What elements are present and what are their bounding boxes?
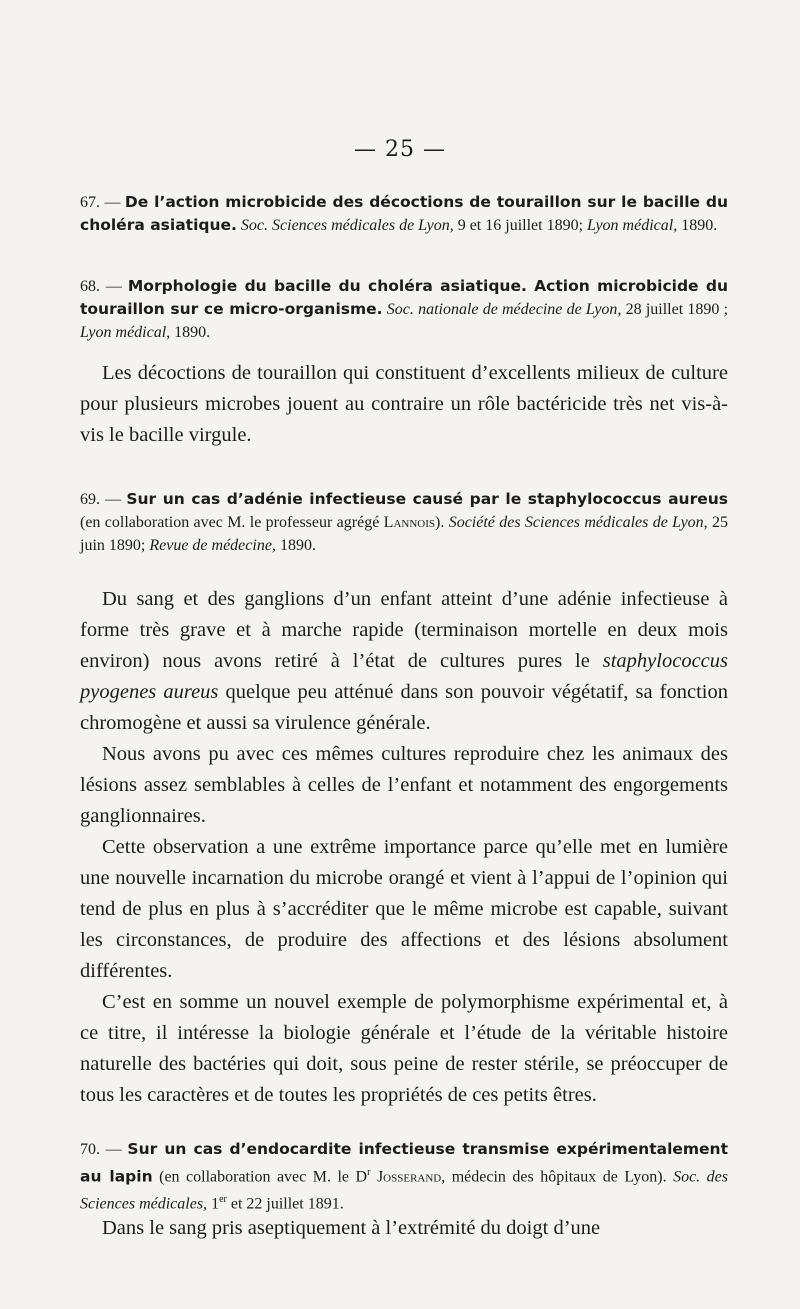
paragraph-text: Les décoctions de touraillon qui constituent d’excellents milieux de culture pour plusieurs microbes jouent au contraire un rôle bactéricide très net vis-à-vis le bacille virgule. <box>80 362 728 446</box>
entry-source: Soc. nationale de médecine de Lyon, <box>386 301 622 318</box>
entry-source: Soc. Sciences médicales de Lyon, <box>240 217 454 234</box>
entry-journal: Lyon médical, <box>80 324 171 341</box>
entry-dates: 9 et 16 juillet 1890; <box>457 217 584 234</box>
page-number: — 25 — <box>354 137 446 162</box>
entry-title: Sur un cas d’adénie infectieuse causé par le staphylococcus aureus <box>126 490 729 508</box>
entry-journal: Lyon médical, <box>587 217 678 234</box>
abstract-paragraph: C’est en somme un nouvel exemple de polymorphisme expérimental et, à ce titre, il intéresse la biologie générale et l’étude de la véritable histoire naturelle des bactéries qui doit, sous peine de rester stérile, se préoccuper de tous les caractères et de toutes les propriétés de ces petits êtres. <box>80 991 728 1106</box>
bibliography-entry-67 <box>80 191 728 237</box>
abstract-section-69 <box>80 584 728 1111</box>
entry-number: 70. — <box>80 1141 122 1158</box>
collaborator-name: Lannois <box>383 514 436 531</box>
entry-source: Soc. des Sciences médicales, <box>80 1168 729 1213</box>
entry-title: Sur un cas d’endocardite infectieuse transmise expérimentalement au lapin <box>80 1140 728 1186</box>
entry-number: 69. — <box>80 491 122 508</box>
bibliography-entry-70: 70. — Sur un cas d’endocardite infectieuse transmise expérimentalement au lapin (en collaboration avec M. le $D^r$ Josserand, médecin des hôpitaux de Lyon). Soc. des Sciences médicales, 1er et 22 juillet 1891. <box>80 1140 729 1213</box>
abstract-paragraph: Nous avons pu avec ces mêmes cultures reproduire chez les animaux des lésions assez semblables à celles de l’enfant et notamment des engorgements ganglionnaires. <box>80 743 728 827</box>
entry-journal: Revue de médecine, <box>149 537 276 554</box>
abstract-paragraph: Cette observation a une extrême importance parce qu’elle met en lumière une nouvelle incarnation du microbe orangé et vient à l’appui de l’opinion qui tend de plus en plus à s’accréditer que le même microbe est capable, suivant les circonstances, de produire des affections et des lésions absolument différentes. <box>80 836 728 982</box>
entry-title: Morphologie du bacille du choléra asiatique. Action microbicide du touraillon sur ce micro-organisme. <box>80 277 729 318</box>
entry-number: 67. — <box>80 194 121 211</box>
entry-dates: 28 juillet 1890 ; <box>625 301 729 318</box>
entry-year: 1890. <box>174 324 211 341</box>
paragraph-text: Dans le sang pris aseptiquement à l’extrémité du doigt d’une <box>102 1217 601 1239</box>
entry-year: 1890. <box>681 217 718 234</box>
entry-date-day: 1 <box>211 1195 220 1213</box>
bibliography-entry-68 <box>80 275 728 344</box>
entry-source: Société des Sciences médicales de Lyon, <box>448 514 708 531</box>
species-name: staphylococcus pyogenes aureus <box>80 650 728 703</box>
entry-dates: et 22 juillet 1891. <box>230 1195 344 1213</box>
abstract-paragraph: Du sang et des ganglions d’un enfant atteint d’une adénie infectieuse à forme très grave et à marche rapide (terminaison mortelle en deux mois environ) nous avons retiré à l’état de cultures pures le staphylococcus pyogenes aureus quelque peu atténué dans son pouvoir végétatif, sa fonction chromogène et aussi sa virulence générale. <box>80 588 728 734</box>
entry-collaboration: (en collaboration avec M. le professeur agrégé <box>80 514 380 531</box>
abstract-paragraph-70 <box>80 1213 728 1244</box>
entry-collaboration: (en collaboration avec M. le D <box>159 1168 368 1186</box>
collaborator-name: Josserand <box>376 1168 442 1186</box>
entry-dates: 25 juin 1890; <box>80 514 729 554</box>
abstract-paragraph-68 <box>80 358 728 451</box>
bibliography-entry-69: 69. — Sur un cas d’adénie infectieuse causé par le staphylococcus aureus (en collaboration avec M. le professeur agrégé Lannois). Société des Sciences médicales de Lyon, 25 juin 1890; Revue de médecine, 1890. <box>80 490 729 554</box>
entry-title: De l’action microbicide des décoctions de touraillon sur le bacille du choléra asiatique. <box>80 193 729 234</box>
entry-number: 68. — <box>80 278 122 295</box>
entry-year: 1890. <box>279 537 316 554</box>
